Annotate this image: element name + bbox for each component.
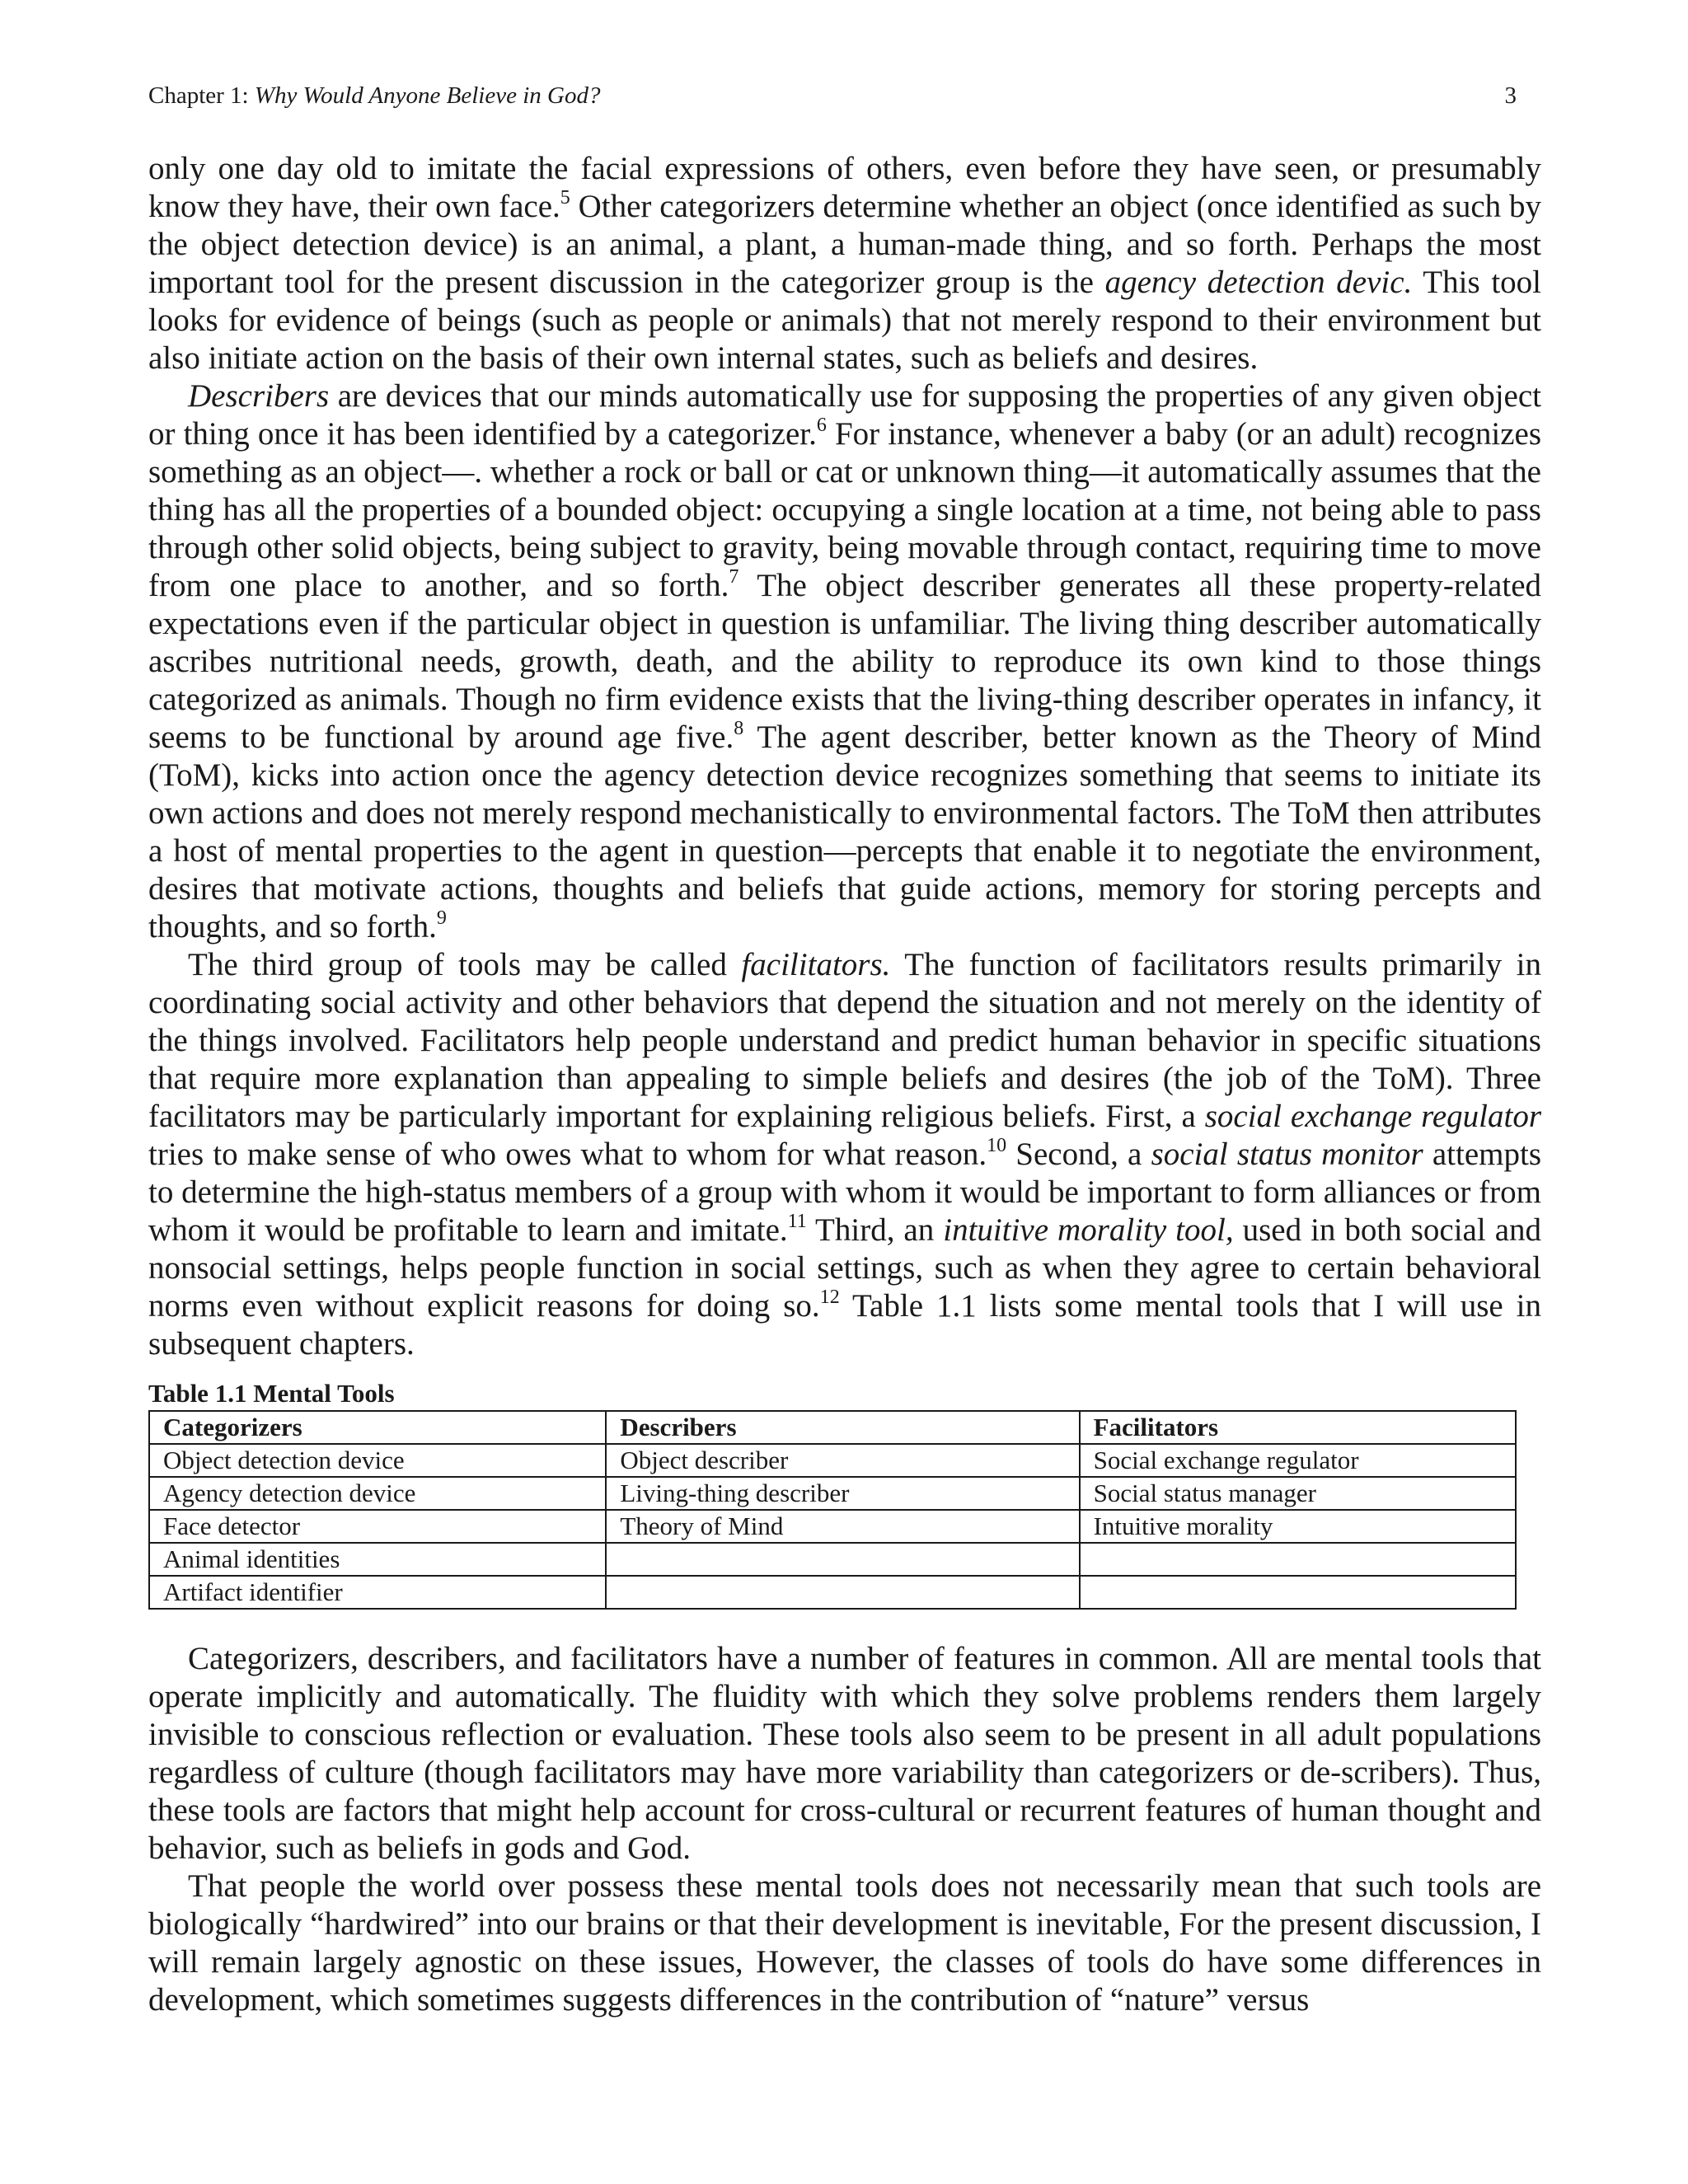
footnote-ref: 12 [819,1286,840,1308]
text-run: The third group of tools may be called [188,947,742,982]
chapter-label: Chapter 1: [148,82,255,109]
footnote-ref: 10 [987,1135,1007,1156]
paragraph-4: Categorizers, describers, and facilitators have a number of features in common. All are mental tools that operate implicitly and automatically. The fluidity with which they solve problems renders them largely invisible to conscious reflection or evaluation. These tools also seem to be present in all adult populations regardless of culture (though facilitators may have more variability than categorizers or de-scribers). Thus, these tools are factors that might help account for cross-cultural or recurrent features of human thought and behavior, such as beliefs in gods and God. [148,1641,1541,1866]
table-cell [1080,1576,1516,1609]
text-run: The function of facilitators results primarily in coordinating social activity and other behaviors that depend the situation and not merely on the identity of the things involved. Facilitators help people understand and predict human behavior in specific situations that require more explanation than appealing to simple beliefs and desires (the job of the ToM). Three facilitators may be particularly important for explaining religious beliefs. First, a [148,947,1541,1134]
text-run: Other categorizers determine whether an object (once identified as such by the object detection device) is an animal, a plant, a human-made thing, and so forth. Perhaps the most important tool for the present discussion in the categorizer group is the [148,189,1541,300]
column-header: Facilitators [1080,1411,1516,1444]
table-caption: Table 1.1 Mental Tools [148,1379,395,1408]
paragraph-2 [148,377,1541,946]
emphasis-term: agency detection devic. [1104,265,1413,300]
table-row [149,1510,1516,1543]
table-row [149,1543,1516,1576]
table-cell: Object describer [606,1444,1079,1477]
body-text-lower [148,1640,1541,2019]
emphasis-term: social status monitor [1151,1137,1423,1172]
table-cell [606,1543,1079,1576]
paragraph-5: That people the world over possess these mental tools does not necessarily mean that such tools are biologically “hardwired” into our brains or that their development is inevitable, For the present discussion, I will remain largely agnostic on these issues, However, the classes of tools do have some differences in development, which sometimes suggests differences in the contribution of “nature” versus [148,1868,1541,2018]
page-number: 3 [1504,82,1517,109]
footnote-ref: 5 [560,187,570,209]
table-cell: Social exchange regulator [1080,1444,1516,1477]
text-run: This tool looks for evidence of beings (such as people or animals) that not merely respond to their environment but also initiate action on the basis of their own internal states, such as beliefs and desires. [148,265,1541,376]
emphasis-term: social exchange regulator [1204,1099,1541,1134]
table-cell [606,1576,1079,1609]
text-run: used in both social and nonsocial settings, helps people function in social settings, such as when they agree to certain behavioral norms even without explicit reasons for doing so. [148,1212,1541,1324]
text-run: are devices that our minds automatically use for supposing the properties of any given object or thing once it has been identified by a categorizer. [148,378,1541,452]
text-run: The agent describer, better known as the Theory of Mind (ToM), kicks into action once the agency detection device recognizes something that seems to initiate its own actions and does not merely respond mechanistically to environmental factors. The ToM then attributes a host of mental properties to the agent in question—percepts that enable it to negotiate the environment, desires that motivate actions, thoughts and beliefs that guide actions, memory for storing percepts and thoughts, and so forth. [148,719,1542,944]
table-cell: Artifact identifier [149,1576,606,1609]
table-row [149,1444,1516,1477]
text-run: Table 1.1 lists some mental tools that I will use in subsequent chapters. [148,1288,1541,1361]
paragraph-1 [148,150,1541,377]
text-run: attempts to determine the high-status members of a group with whom it would be important to form alliances or from whom it would be profitable to learn and imitate. [148,1137,1542,1248]
text-run: For instance, whenever a baby (or an adult) recognizes something as an object—. whether a rock or ball or cat or unknown thing—it automatically assumes that the thing has all the properties of a bounded object: occupying a single location at a time, not being able to pass through other solid objects, being subject to gravity, being movable through contact, requiring time to move from one place to another, and so forth. [148,416,1541,603]
text-run: only one day old to imitate the facial expressions of others, even before they have seen, or presumably know they have, their own face. [148,151,1541,224]
chapter-title: Why Would Anyone Believe in God? [254,82,601,109]
footnote-ref: 6 [816,415,827,436]
paragraph-3 [148,946,1541,1363]
table-cell: Living-thing describer [606,1477,1079,1510]
footnote-ref: 9 [436,907,447,929]
column-header: Describers [606,1411,1079,1444]
text-run: Third, an [806,1212,944,1248]
text-run: Second, a [1006,1137,1151,1172]
table-cell [1080,1543,1516,1576]
running-header [148,81,1517,110]
table-header-row [149,1411,1516,1444]
text-run: tries to make sense of who owes what to whom for what reason. [148,1137,987,1172]
body-text-upper [148,150,1541,1363]
emphasis-term: facilitators. [741,947,891,982]
table-cell: Animal identities [149,1543,606,1576]
table-cell: Theory of Mind [606,1510,1079,1543]
footnote-ref: 8 [734,718,744,739]
mental-tools-table [148,1410,1517,1610]
table-row [149,1576,1516,1609]
table-cell: Face detector [149,1510,606,1543]
table-cell: Agency detection device [149,1477,606,1510]
table-row [149,1477,1516,1510]
emphasis-term: intuitive morality tool, [943,1212,1234,1248]
table-cell: Intuitive morality [1080,1510,1516,1543]
footnote-ref: 11 [787,1211,807,1232]
table-cell: Social status manager [1080,1477,1516,1510]
emphasis-term: Describers [188,378,330,414]
footnote-ref: 7 [729,566,739,588]
column-header: Categorizers [149,1411,606,1444]
table-cell: Object detection device [149,1444,606,1477]
text-run: The object describer generates all these property-related expectations even if the particular object in question is unfamiliar. The living thing describer automatically ascribes nutritional needs, growth, death, and the ability to reproduce its own kind to those things categorized as animals. Though no firm evidence exists that the living-thing describer operates in infancy, it seems to be functional by around age five. [148,568,1541,755]
